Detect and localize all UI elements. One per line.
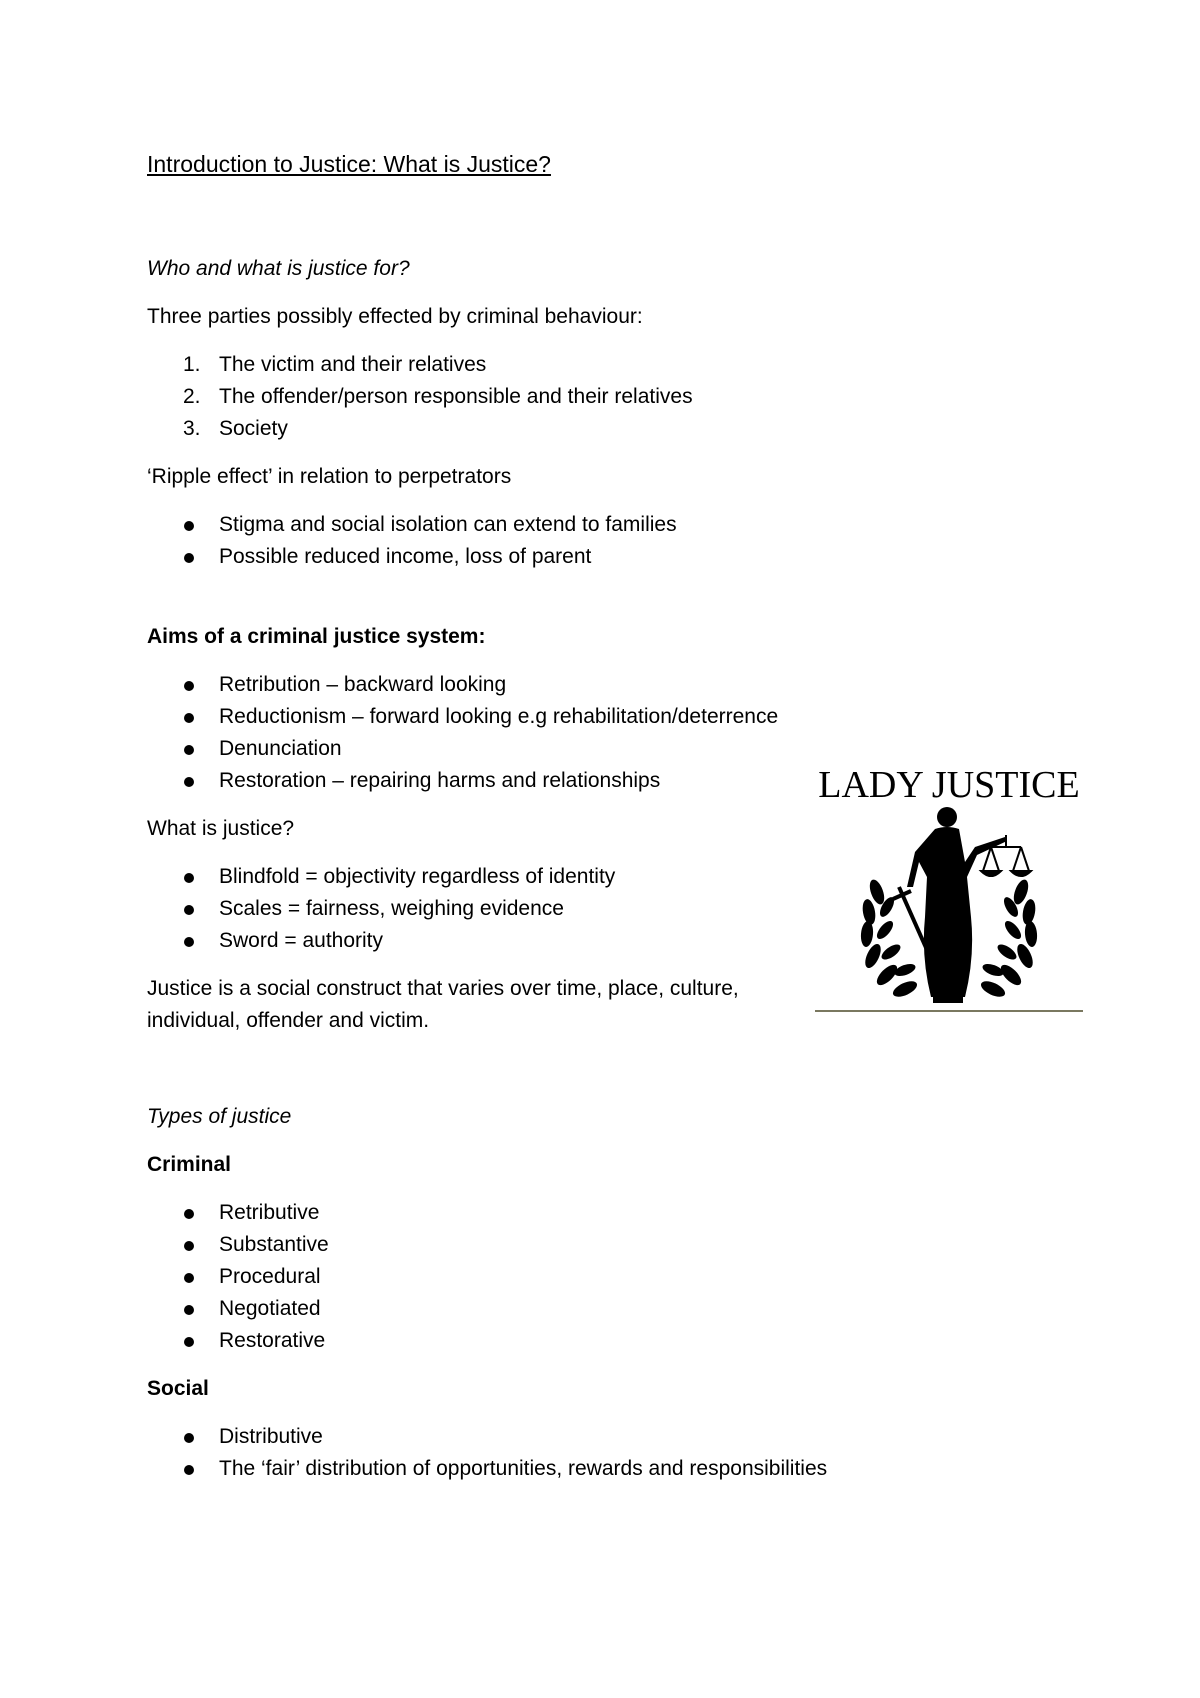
page-title: Introduction to Justice: What is Justice?	[147, 151, 551, 177]
bullet-icon	[184, 681, 194, 691]
list-item: Procedural	[219, 1265, 321, 1288]
what-heading: What is justice?	[147, 817, 295, 840]
list-item: The ‘fair’ distribution of opportunities, rewards and responsibilities	[219, 1457, 828, 1480]
list-item: Sword = authority	[219, 929, 384, 952]
lady-justice-figure	[815, 765, 1083, 1015]
section-heading-who: Who and what is justice for?	[147, 257, 410, 280]
bullet-icon	[184, 1273, 194, 1283]
list-number: 3.	[183, 417, 201, 440]
bullet-icon	[184, 937, 194, 947]
bullet-icon	[184, 905, 194, 915]
bullet-icon	[184, 713, 194, 723]
social-label: Social	[147, 1377, 209, 1400]
list-item: Retribution – backward looking	[219, 673, 507, 696]
bullet-icon	[184, 1337, 194, 1347]
lady-justice-icon	[815, 807, 1083, 1007]
types-heading: Types of justice	[147, 1105, 292, 1128]
list-item: Blindfold = objectivity regardless of identity	[219, 865, 616, 888]
bullet-icon	[184, 777, 194, 787]
list-item: Scales = fairness, weighing evidence	[219, 897, 564, 920]
list-number: 1.	[183, 353, 201, 376]
list-item: The victim and their relatives	[219, 353, 487, 376]
aims-heading: Aims of a criminal justice system:	[147, 625, 486, 648]
bullet-icon	[184, 1241, 194, 1251]
figure-rule	[815, 1010, 1083, 1012]
bullet-icon	[184, 1305, 194, 1315]
bullet-icon	[184, 553, 194, 563]
ripple-heading: ‘Ripple effect’ in relation to perpetrators	[147, 465, 512, 488]
bullet-icon	[184, 1465, 194, 1475]
list-item: Society	[219, 417, 288, 440]
bullet-icon	[184, 1433, 194, 1443]
list-item: Restorative	[219, 1329, 326, 1352]
list-item: Distributive	[219, 1425, 323, 1448]
figure-caption: LADY JUSTICE	[818, 764, 1080, 806]
list-item: Stigma and social isolation can extend to families	[219, 513, 677, 536]
list-number: 2.	[183, 385, 201, 408]
list-item: Retributive	[219, 1201, 320, 1224]
bullet-icon	[184, 1209, 194, 1219]
list-item: Reductionism – forward looking e.g rehabilitation/deterrence	[219, 705, 779, 728]
bullet-icon	[184, 521, 194, 531]
criminal-label: Criminal	[147, 1153, 232, 1176]
list-item: Denunciation	[219, 737, 342, 760]
list-item: The offender/person responsible and their relatives	[219, 385, 693, 408]
list-item: Negotiated	[219, 1297, 321, 1320]
bullet-icon	[184, 745, 194, 755]
list-item: Substantive	[219, 1233, 329, 1256]
intro-text: Three parties possibly effected by criminal behaviour:	[147, 305, 643, 328]
list-item: Restoration – repairing harms and relationships	[219, 769, 661, 792]
list-item: Possible reduced income, loss of parent	[219, 545, 592, 568]
justice-paragraph-line2: individual, offender and victim.	[147, 1009, 430, 1032]
bullet-icon	[184, 873, 194, 883]
justice-paragraph-line1: Justice is a social construct that varies over time, place, culture,	[147, 977, 739, 1000]
